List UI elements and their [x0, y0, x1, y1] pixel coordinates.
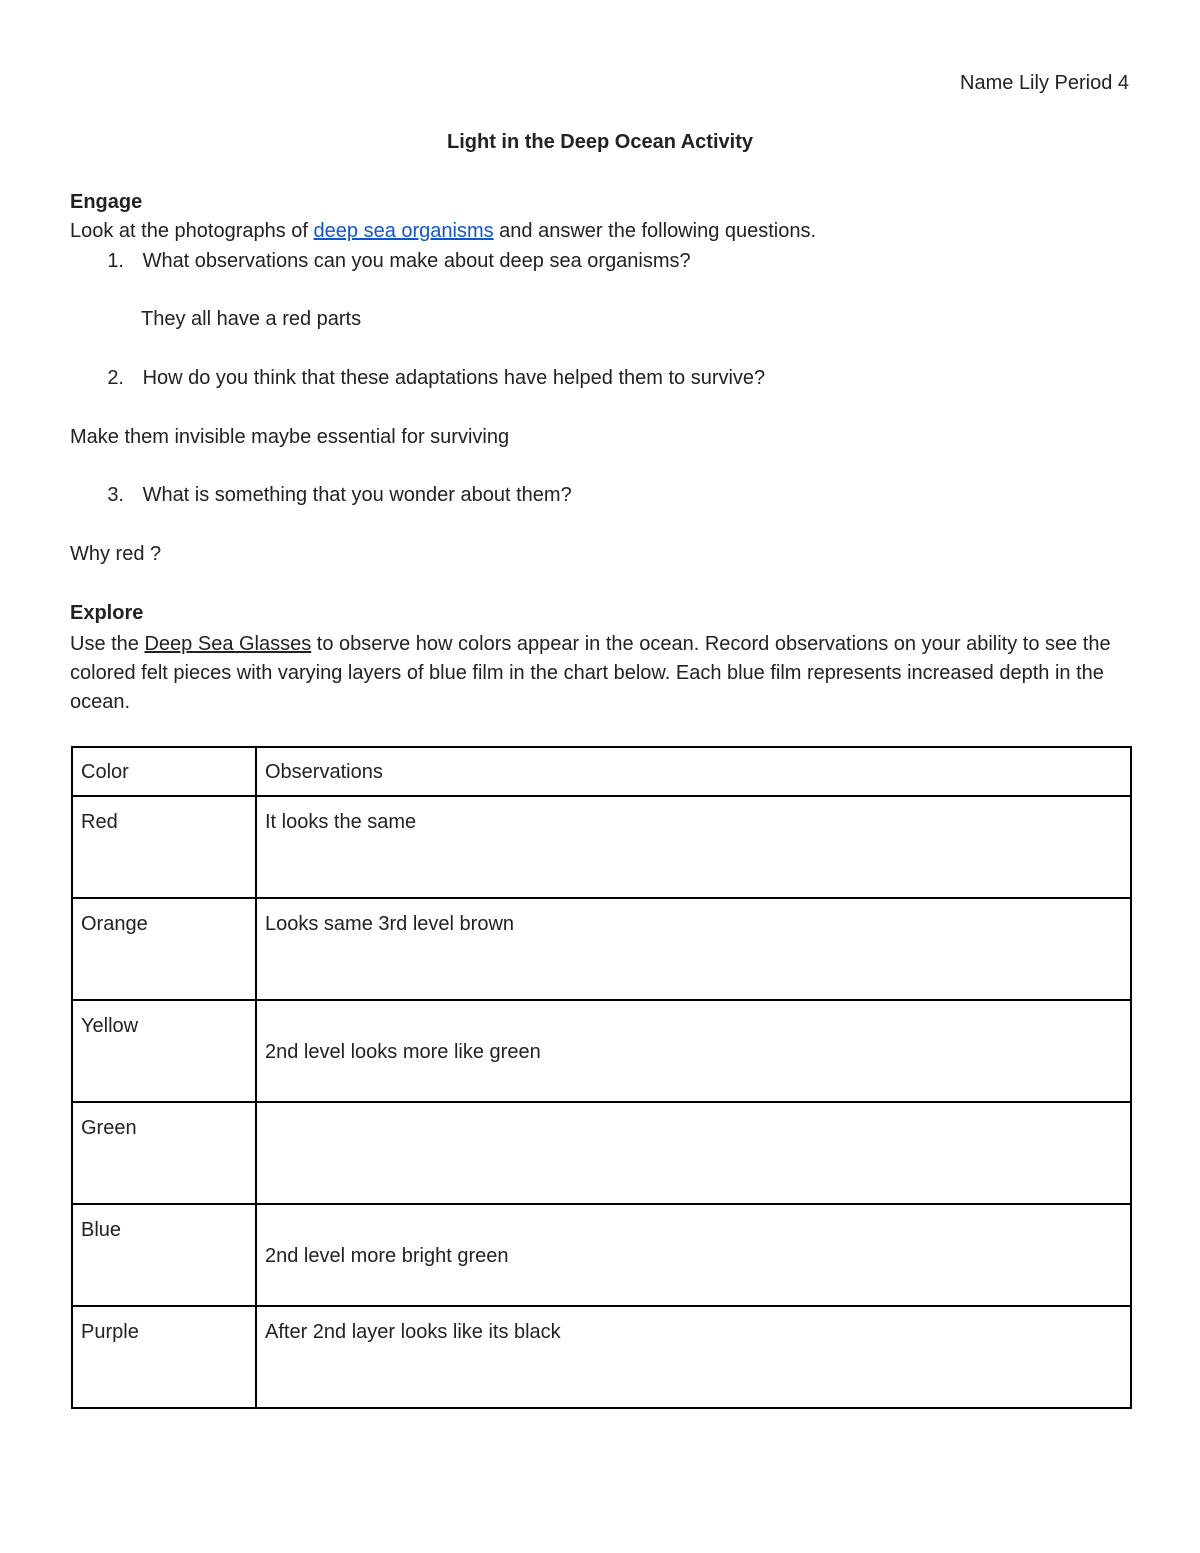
question-3: [94, 484, 572, 507]
deep-sea-organisms-link[interactable]: deep sea organisms: [313, 220, 494, 242]
question-1: [94, 250, 691, 273]
question-2: [94, 367, 765, 390]
question-number: 2.: [107, 367, 124, 389]
header-color: Color: [72, 747, 256, 796]
color-cell: Red: [72, 796, 256, 898]
observation-cell[interactable]: It looks the same: [256, 796, 1131, 898]
table-row: [72, 1000, 1131, 1102]
engage-intro: [70, 220, 816, 243]
explore-instructions: [70, 630, 1140, 717]
observation-text: 2nd level more bright green: [265, 1245, 509, 1267]
observation-cell[interactable]: [256, 1204, 1131, 1306]
observation-cell[interactable]: After 2nd layer looks like its black: [256, 1306, 1131, 1408]
engage-intro-before: Look at the photographs of: [70, 220, 314, 242]
name-period-header: Name Lily Period 4: [960, 72, 1129, 94]
question-text: What is something that you wonder about them?: [142, 484, 572, 506]
table-row: [72, 796, 1131, 898]
observation-cell[interactable]: [256, 1000, 1131, 1102]
explore-text-before: Use the: [70, 633, 145, 655]
engage-intro-after: and answer the following questions.: [493, 220, 817, 242]
question-text: What observations can you make about deep sea organisms?: [142, 250, 691, 272]
table-row: [72, 1306, 1131, 1408]
observations-table: [71, 746, 1132, 1409]
observation-text: 2nd level looks more like green: [265, 1041, 541, 1063]
table-row: [72, 1204, 1131, 1306]
table-header-row: [72, 747, 1131, 796]
color-cell: Blue: [72, 1204, 256, 1306]
page-title: Light in the Deep Ocean Activity: [447, 131, 753, 153]
answer-3: Why red ?: [70, 543, 162, 565]
engage-heading: Engage: [70, 191, 143, 213]
header-observations: Observations: [256, 747, 1131, 796]
color-cell: Orange: [72, 898, 256, 1000]
explore-text-after: to observe how colors appear in the ocean. Record observations on your ability to see the colored felt pieces with varying layers of blue film in the chart below. Each blue film represents increased depth in the ocean.: [70, 633, 1111, 713]
observation-cell[interactable]: Looks same 3rd level brown: [256, 898, 1131, 1000]
table-row: [72, 898, 1131, 1000]
color-cell: Yellow: [72, 1000, 256, 1102]
answer-2: Make them invisible maybe essential for surviving: [70, 426, 510, 448]
question-number: 3.: [107, 484, 124, 506]
color-cell: Green: [72, 1102, 256, 1204]
table-row: [72, 1102, 1131, 1204]
deep-sea-glasses-link[interactable]: Deep Sea Glasses: [144, 633, 312, 655]
question-number: 1.: [107, 250, 124, 272]
color-cell: Purple: [72, 1306, 256, 1408]
observation-cell[interactable]: [256, 1102, 1131, 1204]
explore-heading: Explore: [70, 602, 144, 624]
answer-1: They all have a red parts: [141, 308, 362, 330]
question-text: How do you think that these adaptations have helped them to survive?: [142, 367, 766, 389]
